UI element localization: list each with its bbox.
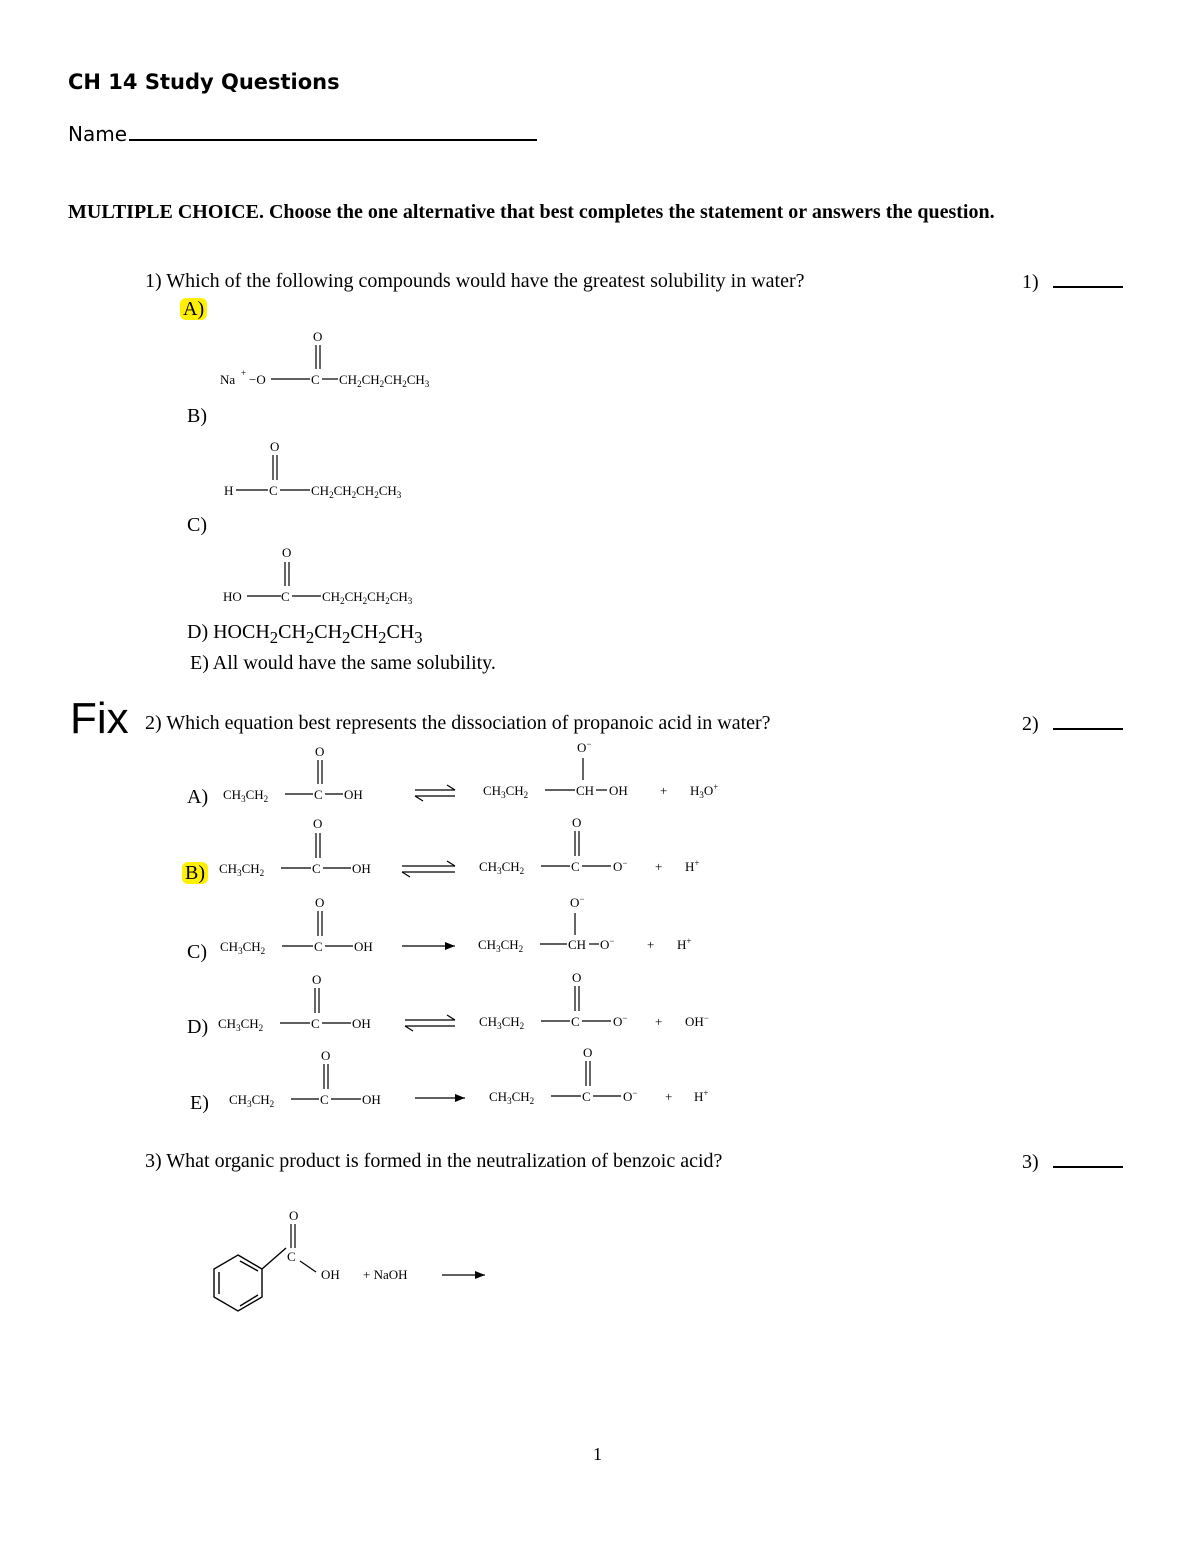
carbonyl-oxygen: O [321, 1048, 331, 1063]
hydroxyl: OH [352, 861, 371, 876]
carbon: CH [568, 937, 587, 952]
carbonyl-oxygen: O [282, 545, 292, 560]
q1-option-b-structure [215, 435, 475, 503]
carboxylate-oxygen: O− [613, 858, 628, 874]
question-2-text: 2) Which equation best represents the dissociation of propanoic acid in water? [145, 712, 771, 734]
carbon: CH [576, 783, 595, 798]
carbonyl-oxygen: O [270, 439, 280, 454]
equilibrium-arrow [415, 785, 455, 801]
hydroxyl: OH [609, 783, 628, 798]
carbon: C [314, 787, 323, 802]
carbon: C [269, 483, 278, 498]
hydroxyl: OH [354, 939, 373, 954]
carbon: C [320, 1092, 329, 1107]
q1-option-d: D) $HOCH_2CH_2CH_2CH_2CH_3$ [187, 621, 423, 647]
formula-part: HOCH [213, 621, 270, 643]
option-d-label: D) [187, 621, 209, 643]
product-chain: $CH_3CH_2$ [479, 859, 525, 876]
q2-option-d-label: D) [187, 1016, 209, 1038]
question-1-text: 1) Which of the following compounds would have the greatest solubility in water? [145, 270, 805, 292]
proton: H+ [694, 1088, 709, 1104]
q2-option-b-equation [215, 815, 755, 885]
q2-option-c-equation [215, 893, 755, 963]
hydroxide: OH− [685, 1013, 709, 1029]
name-blank-line[interactable] [129, 123, 537, 141]
equilibrium-arrow [402, 861, 455, 877]
carbonyl-oxygen: O [315, 744, 325, 759]
sodium-text: Na [220, 372, 236, 387]
carbonyl-oxygen: O [315, 895, 325, 910]
product-chain: $CH_3CH_2$ [489, 1089, 535, 1106]
name-field[interactable] [68, 122, 537, 146]
q2-option-a-label: A) [187, 786, 209, 808]
alkyl-chain: $CH_2CH_2CH_2CH_3$ [311, 483, 402, 500]
equilibrium-arrow [405, 1015, 455, 1031]
alkyl-chain: $CH_2CH_2CH_2CH_3$ [322, 589, 413, 606]
charge-plus: + [241, 368, 247, 378]
carbon: C [571, 1014, 580, 1029]
oxide: O− [577, 740, 592, 755]
plus-sign: + [660, 783, 668, 798]
product-chain: $CH_3CH_2$ [479, 1014, 525, 1031]
q1-option-b-label: B) [187, 405, 207, 427]
name-label: Name [68, 122, 128, 146]
answer-line[interactable] [1053, 712, 1123, 730]
alkyl-chain: $CH_2CH_2CH_2CH_3$ [339, 372, 430, 389]
oxide: O− [570, 894, 585, 910]
q2-option-d-equation [215, 970, 755, 1040]
fix-annotation: Fix [70, 694, 129, 743]
carbon: C [582, 1089, 591, 1104]
hydroxyl: OH [362, 1092, 381, 1107]
carbonyl-oxygen: O [289, 1208, 299, 1223]
plus-sign: + [655, 1014, 663, 1029]
plus-sign: + [647, 937, 655, 952]
product-chain: $CH_3CH_2$ [483, 783, 529, 800]
reactant-chain: $CH_3CH_2$ [229, 1092, 275, 1109]
highlight-marker: B) [182, 862, 208, 884]
q1-option-a-structure [215, 323, 505, 395]
carbonyl-oxygen: O [313, 329, 323, 344]
question-3-number: 3) [1022, 1151, 1039, 1173]
page-number: 1 [593, 1444, 602, 1464]
carboxylate-oxygen: O− [623, 1088, 638, 1104]
carbon: C [287, 1249, 296, 1264]
question-2-number: 2) [1022, 713, 1039, 735]
alkoxide-oxygen: O− [600, 936, 615, 952]
product-chain: $CH_3CH_2$ [478, 937, 524, 954]
sodium-hydroxide: + NaOH [363, 1267, 408, 1282]
hydrogen: H [224, 483, 234, 498]
benzene-ring [214, 1255, 262, 1311]
reactant-chain: $CH_3CH_2$ [223, 787, 269, 804]
forward-arrow [402, 942, 455, 950]
carbonyl-oxygen: O [313, 816, 323, 831]
plus-sign: + [655, 859, 663, 874]
question-1-number: 1) [1022, 271, 1039, 293]
instructions: MULTIPLE CHOICE. Choose the one alternative that best completes the statement or answers the question. [68, 201, 995, 223]
forward-arrow [415, 1094, 465, 1102]
hydroxyl: HO [223, 589, 242, 604]
carbonyl-oxygen: O [572, 970, 582, 985]
answer-line[interactable] [1053, 1150, 1123, 1168]
carboxylate-oxygen: O− [613, 1013, 628, 1029]
q1-option-c-label: C) [187, 514, 207, 536]
answer-line[interactable] [1053, 270, 1123, 288]
carbon: C [281, 589, 290, 604]
reactant-chain: $CH_3CH_2$ [219, 861, 265, 878]
question-2-answer-blank[interactable] [1022, 712, 1123, 736]
carbon: C [311, 372, 320, 387]
carbon: C [312, 861, 321, 876]
reactant-chain: $CH_3CH_2$ [218, 1016, 264, 1033]
hydroxyl: OH [344, 787, 363, 802]
carbon: C [311, 1016, 320, 1031]
hydroxyl: OH [321, 1267, 340, 1282]
q1-option-c-structure [215, 542, 475, 610]
carbon: C [571, 859, 580, 874]
proton: H+ [677, 936, 692, 952]
page-title: CH 14 Study Questions [68, 70, 340, 94]
q2-option-b-label [182, 862, 208, 885]
carbonyl-oxygen: O [572, 815, 582, 830]
carbonyl-oxygen: O [583, 1045, 593, 1060]
forward-arrow [442, 1271, 485, 1279]
q2-option-a-equation [215, 740, 755, 810]
q1-option-a-label [180, 298, 207, 321]
proton: H+ [685, 858, 700, 874]
question-3-answer-blank[interactable] [1022, 1150, 1123, 1174]
reactant-chain: $CH_3CH_2$ [220, 939, 266, 956]
q2-option-c-label: C) [187, 941, 207, 963]
question-3-text: 3) What organic product is formed in the neutralization of benzoic acid? [145, 1150, 723, 1172]
hydronium: $H_3O^+$ [690, 782, 719, 800]
carbonyl-oxygen: O [312, 972, 322, 987]
plus-sign: + [665, 1089, 673, 1104]
highlight-marker: A) [180, 298, 207, 320]
carbon: C [314, 939, 323, 954]
benzoic-acid-reaction [180, 1200, 510, 1345]
hydroxyl: OH [352, 1016, 371, 1031]
q2-option-e-equation [215, 1045, 755, 1115]
oxygen-anion: −O [249, 372, 266, 387]
q2-option-e-label: E) [190, 1092, 209, 1114]
q1-option-e: E) All would have the same solubility. [190, 652, 496, 674]
question-1-answer-blank[interactable] [1022, 270, 1123, 294]
